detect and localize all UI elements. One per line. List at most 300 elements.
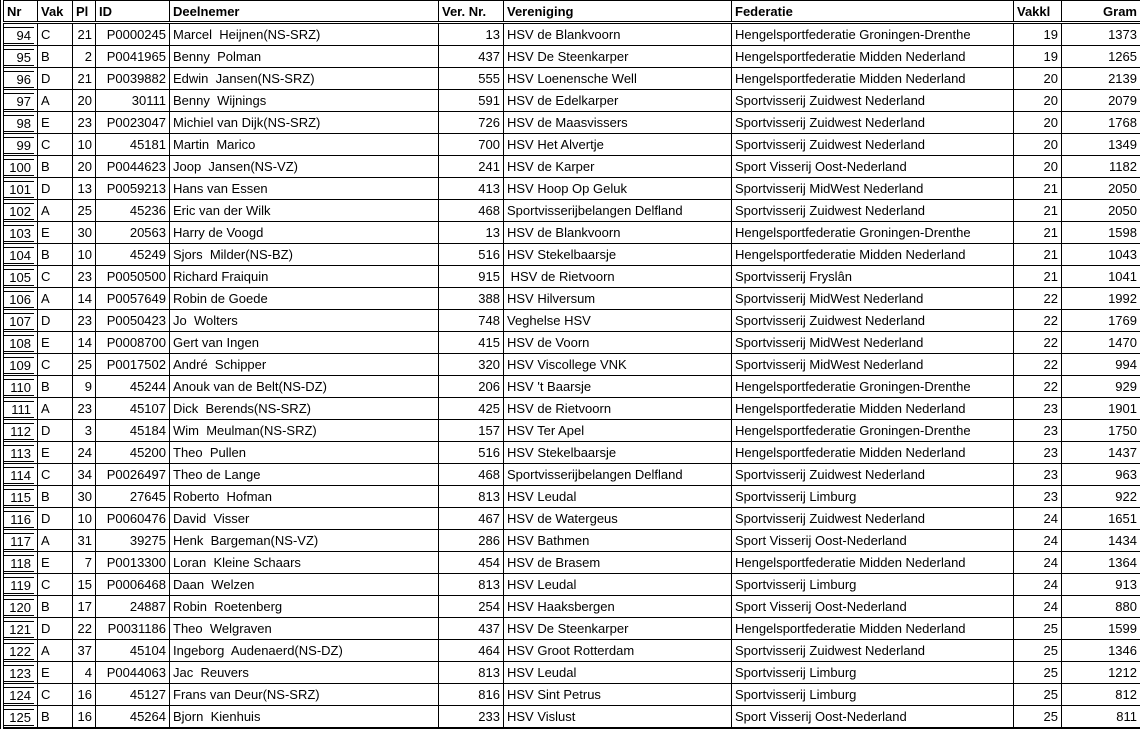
row-number-box: 116 — [4, 511, 34, 528]
cell-gram: 963 — [1062, 464, 1140, 486]
row-number-box: 94 — [4, 27, 34, 44]
cell-nr — [4, 552, 38, 574]
cell-vakkl: 24 — [1014, 574, 1062, 596]
cell-deelnemer: Sjors Milder(NS-BZ) — [170, 244, 439, 266]
cell-vereniging: Sportvisserijbelangen Delfland — [504, 200, 732, 222]
cell-gram: 1768 — [1062, 112, 1140, 134]
cell-federatie: Sport Visserij Oost-Nederland — [732, 706, 1014, 729]
row-number-box: 114 — [4, 467, 34, 484]
cell-ver-nr: 813 — [439, 662, 504, 684]
cell-vereniging: HSV de Karper — [504, 156, 732, 178]
cell-vereniging: HSV De Steenkarper — [504, 618, 732, 640]
row-number-box: 105 — [4, 269, 34, 286]
header-federatie: Federatie — [732, 1, 1014, 23]
cell-federatie: Sportvisserij MidWest Nederland — [732, 178, 1014, 200]
cell-vereniging: HSV Sint Petrus — [504, 684, 732, 706]
row-number-box: 117 — [4, 533, 34, 550]
cell-vakkl: 22 — [1014, 288, 1062, 310]
results-table-body — [4, 23, 1140, 729]
row-number-box: 103 — [4, 225, 34, 242]
cell-federatie: Hengelsportfederatie Groningen-Drenthe — [732, 23, 1014, 46]
cell-id: P0039882 — [96, 68, 170, 90]
cell-deelnemer: Theo Pullen — [170, 442, 439, 464]
cell-federatie: Sportvisserij Zuidwest Nederland — [732, 134, 1014, 156]
table-row — [4, 662, 1140, 684]
cell-vakkl: 20 — [1014, 134, 1062, 156]
cell-id: 45264 — [96, 706, 170, 729]
cell-id: 20563 — [96, 222, 170, 244]
cell-vak: B — [38, 706, 73, 729]
cell-deelnemer: Marcel Heijnen(NS-SRZ) — [170, 23, 439, 46]
cell-vereniging: HSV Vislust — [504, 706, 732, 729]
row-number-box: 107 — [4, 313, 34, 330]
header-id: ID — [96, 1, 170, 23]
cell-deelnemer: Wim Meulman(NS-SRZ) — [170, 420, 439, 442]
row-number-box: 125 — [4, 709, 34, 726]
row-number-box: 120 — [4, 599, 34, 616]
cell-nr — [4, 178, 38, 200]
cell-deelnemer: Robin de Goede — [170, 288, 439, 310]
cell-federatie: Hengelsportfederatie Midden Nederland — [732, 46, 1014, 68]
cell-federatie: Sportvisserij Limburg — [732, 662, 1014, 684]
cell-id: P0008700 — [96, 332, 170, 354]
cell-nr — [4, 684, 38, 706]
cell-pl: 30 — [73, 486, 96, 508]
cell-nr — [4, 266, 38, 288]
cell-ver-nr: 464 — [439, 640, 504, 662]
cell-vakkl: 21 — [1014, 266, 1062, 288]
cell-nr — [4, 530, 38, 552]
cell-nr — [4, 156, 38, 178]
header-vereniging: Vereniging — [504, 1, 732, 23]
cell-nr — [4, 90, 38, 112]
cell-gram: 2139 — [1062, 68, 1140, 90]
cell-gram: 1769 — [1062, 310, 1140, 332]
row-number-box: 118 — [4, 555, 34, 572]
table-row — [4, 706, 1140, 729]
cell-ver-nr: 468 — [439, 464, 504, 486]
table-row — [4, 552, 1140, 574]
row-number-box: 112 — [4, 423, 34, 440]
cell-vak: A — [38, 288, 73, 310]
cell-federatie: Hengelsportfederatie Midden Nederland — [732, 442, 1014, 464]
row-number-box: 100 — [4, 159, 34, 176]
cell-deelnemer: Michiel van Dijk(NS-SRZ) — [170, 112, 439, 134]
table-row — [4, 222, 1140, 244]
cell-federatie: Sportvisserij Zuidwest Nederland — [732, 464, 1014, 486]
cell-gram: 1212 — [1062, 662, 1140, 684]
cell-vakkl: 25 — [1014, 662, 1062, 684]
cell-nr — [4, 596, 38, 618]
cell-vak: C — [38, 266, 73, 288]
cell-vakkl: 24 — [1014, 552, 1062, 574]
cell-vak: C — [38, 134, 73, 156]
cell-id: 45104 — [96, 640, 170, 662]
cell-ver-nr: 254 — [439, 596, 504, 618]
cell-vak: D — [38, 508, 73, 530]
cell-nr — [4, 332, 38, 354]
row-number-box: 99 — [4, 137, 34, 154]
cell-deelnemer: Benny Wijnings — [170, 90, 439, 112]
cell-ver-nr: 13 — [439, 222, 504, 244]
cell-id: 24887 — [96, 596, 170, 618]
cell-vereniging: HSV Leudal — [504, 662, 732, 684]
results-table — [3, 0, 1140, 729]
table-row — [4, 68, 1140, 90]
cell-ver-nr: 454 — [439, 552, 504, 574]
cell-deelnemer: Robin Roetenberg — [170, 596, 439, 618]
cell-nr — [4, 464, 38, 486]
cell-federatie: Sportvisserij Zuidwest Nederland — [732, 90, 1014, 112]
cell-federatie: Sportvisserij MidWest Nederland — [732, 288, 1014, 310]
cell-vakkl: 23 — [1014, 420, 1062, 442]
cell-id: P0041965 — [96, 46, 170, 68]
cell-gram: 913 — [1062, 574, 1140, 596]
cell-vakkl: 19 — [1014, 46, 1062, 68]
cell-gram: 1901 — [1062, 398, 1140, 420]
cell-vakkl: 20 — [1014, 90, 1062, 112]
cell-ver-nr: 286 — [439, 530, 504, 552]
cell-deelnemer: Jo Wolters — [170, 310, 439, 332]
cell-pl: 34 — [73, 464, 96, 486]
cell-pl: 7 — [73, 552, 96, 574]
cell-vak: B — [38, 376, 73, 398]
cell-pl: 17 — [73, 596, 96, 618]
cell-nr — [4, 706, 38, 729]
cell-nr — [4, 618, 38, 640]
cell-vakkl: 24 — [1014, 596, 1062, 618]
cell-vereniging: HSV Ter Apel — [504, 420, 732, 442]
cell-pl: 24 — [73, 442, 96, 464]
table-row — [4, 310, 1140, 332]
cell-deelnemer: Hans van Essen — [170, 178, 439, 200]
header-vak: Vak — [38, 1, 73, 23]
cell-vak: C — [38, 354, 73, 376]
cell-gram: 811 — [1062, 706, 1140, 729]
cell-deelnemer: Loran Kleine Schaars — [170, 552, 439, 574]
cell-id: P0050423 — [96, 310, 170, 332]
row-number-box: 101 — [4, 181, 34, 198]
cell-pl: 2 — [73, 46, 96, 68]
row-number-box: 96 — [4, 71, 34, 88]
cell-federatie: Hengelsportfederatie Midden Nederland — [732, 618, 1014, 640]
cell-vereniging: HSV de Rietvoorn — [504, 398, 732, 420]
cell-deelnemer: Bjorn Kienhuis — [170, 706, 439, 729]
cell-gram: 1182 — [1062, 156, 1140, 178]
row-number-box: 111 — [4, 401, 34, 418]
cell-federatie: Hengelsportfederatie Groningen-Drenthe — [732, 222, 1014, 244]
cell-vak: C — [38, 464, 73, 486]
row-number-box: 104 — [4, 247, 34, 264]
cell-federatie: Sportvisserij MidWest Nederland — [732, 332, 1014, 354]
cell-pl: 16 — [73, 684, 96, 706]
cell-nr — [4, 288, 38, 310]
row-number-box: 113 — [4, 445, 34, 462]
cell-vakkl: 24 — [1014, 530, 1062, 552]
row-number-box: 122 — [4, 643, 34, 660]
table-row — [4, 354, 1140, 376]
row-number-box: 98 — [4, 115, 34, 132]
cell-pl: 21 — [73, 23, 96, 46]
cell-ver-nr: 468 — [439, 200, 504, 222]
cell-nr — [4, 112, 38, 134]
cell-gram: 1434 — [1062, 530, 1140, 552]
cell-deelnemer: Dick Berends(NS-SRZ) — [170, 398, 439, 420]
cell-vak: D — [38, 618, 73, 640]
cell-nr — [4, 200, 38, 222]
cell-id: P0057649 — [96, 288, 170, 310]
cell-vakkl: 20 — [1014, 68, 1062, 90]
cell-vak: A — [38, 398, 73, 420]
cell-ver-nr: 726 — [439, 112, 504, 134]
cell-id: P0006468 — [96, 574, 170, 596]
cell-id: 45127 — [96, 684, 170, 706]
cell-pl: 10 — [73, 244, 96, 266]
table-row — [4, 112, 1140, 134]
table-row — [4, 640, 1140, 662]
cell-id: P0044063 — [96, 662, 170, 684]
table-row — [4, 398, 1140, 420]
cell-ver-nr: 157 — [439, 420, 504, 442]
cell-vereniging: Sportvisserijbelangen Delfland — [504, 464, 732, 486]
table-row — [4, 596, 1140, 618]
cell-pl: 4 — [73, 662, 96, 684]
cell-federatie: Sportvisserij Limburg — [732, 574, 1014, 596]
cell-nr — [4, 442, 38, 464]
table-row — [4, 684, 1140, 706]
table-row — [4, 90, 1140, 112]
cell-id: P0017502 — [96, 354, 170, 376]
cell-id: P0059213 — [96, 178, 170, 200]
cell-ver-nr: 516 — [439, 442, 504, 464]
cell-ver-nr: 320 — [439, 354, 504, 376]
cell-vak: D — [38, 68, 73, 90]
cell-gram: 1992 — [1062, 288, 1140, 310]
row-number-box: 108 — [4, 335, 34, 352]
table-row — [4, 288, 1140, 310]
cell-gram: 1598 — [1062, 222, 1140, 244]
cell-vak: C — [38, 23, 73, 46]
cell-id: 45184 — [96, 420, 170, 442]
cell-vakkl: 23 — [1014, 464, 1062, 486]
cell-federatie: Hengelsportfederatie Groningen-Drenthe — [732, 376, 1014, 398]
table-row — [4, 134, 1140, 156]
row-number-box: 115 — [4, 489, 34, 506]
cell-pl: 23 — [73, 310, 96, 332]
cell-vereniging: HSV 't Baarsje — [504, 376, 732, 398]
cell-ver-nr: 425 — [439, 398, 504, 420]
cell-vereniging: HSV Stekelbaarsje — [504, 244, 732, 266]
cell-id: P0026497 — [96, 464, 170, 486]
cell-gram: 2050 — [1062, 200, 1140, 222]
cell-gram: 1437 — [1062, 442, 1140, 464]
cell-federatie: Sport Visserij Oost-Nederland — [732, 596, 1014, 618]
cell-gram: 1651 — [1062, 508, 1140, 530]
cell-vakkl: 25 — [1014, 706, 1062, 729]
cell-vakkl: 22 — [1014, 310, 1062, 332]
cell-pl: 20 — [73, 156, 96, 178]
cell-vak: E — [38, 112, 73, 134]
cell-pl: 14 — [73, 332, 96, 354]
cell-vak: E — [38, 552, 73, 574]
table-row — [4, 420, 1140, 442]
cell-gram: 929 — [1062, 376, 1140, 398]
cell-deelnemer: Gert van Ingen — [170, 332, 439, 354]
cell-vakkl: 22 — [1014, 354, 1062, 376]
cell-federatie: Sportvisserij Zuidwest Nederland — [732, 508, 1014, 530]
cell-vereniging: Veghelse HSV — [504, 310, 732, 332]
cell-vereniging: HSV Haaksbergen — [504, 596, 732, 618]
cell-deelnemer: Frans van Deur(NS-SRZ) — [170, 684, 439, 706]
cell-vak: E — [38, 442, 73, 464]
cell-nr — [4, 46, 38, 68]
cell-vereniging: HSV Bathmen — [504, 530, 732, 552]
cell-id: 45107 — [96, 398, 170, 420]
cell-vakkl: 24 — [1014, 508, 1062, 530]
table-row — [4, 266, 1140, 288]
row-number-box: 110 — [4, 379, 34, 396]
cell-gram: 1599 — [1062, 618, 1140, 640]
cell-deelnemer: Anouk van de Belt(NS-DZ) — [170, 376, 439, 398]
cell-pl: 16 — [73, 706, 96, 729]
table-row — [4, 376, 1140, 398]
cell-gram: 1043 — [1062, 244, 1140, 266]
cell-deelnemer: David Visser — [170, 508, 439, 530]
cell-id: 45181 — [96, 134, 170, 156]
row-number-box: 121 — [4, 621, 34, 638]
cell-pl: 23 — [73, 266, 96, 288]
cell-vak: A — [38, 640, 73, 662]
cell-nr — [4, 508, 38, 530]
cell-vereniging: HSV de Watergeus — [504, 508, 732, 530]
cell-nr — [4, 662, 38, 684]
cell-ver-nr: 516 — [439, 244, 504, 266]
cell-vakkl: 21 — [1014, 222, 1062, 244]
cell-vakkl: 22 — [1014, 332, 1062, 354]
cell-ver-nr: 700 — [439, 134, 504, 156]
cell-id: 30111 — [96, 90, 170, 112]
cell-ver-nr: 591 — [439, 90, 504, 112]
cell-vakkl: 21 — [1014, 244, 1062, 266]
cell-ver-nr: 915 — [439, 266, 504, 288]
cell-gram: 2079 — [1062, 90, 1140, 112]
cell-deelnemer: Ingeborg Audenaerd(NS-DZ) — [170, 640, 439, 662]
cell-vakkl: 20 — [1014, 156, 1062, 178]
cell-federatie: Hengelsportfederatie Groningen-Drenthe — [732, 420, 1014, 442]
cell-federatie: Sport Visserij Oost-Nederland — [732, 156, 1014, 178]
table-header — [4, 1, 1140, 23]
cell-vereniging: HSV Loenensche Well — [504, 68, 732, 90]
cell-deelnemer: Richard Fraiquin — [170, 266, 439, 288]
cell-federatie: Sportvisserij Zuidwest Nederland — [732, 112, 1014, 134]
cell-vereniging: HSV Hilversum — [504, 288, 732, 310]
cell-nr — [4, 244, 38, 266]
cell-gram: 812 — [1062, 684, 1140, 706]
cell-vereniging: HSV Het Alvertje — [504, 134, 732, 156]
cell-vakkl: 25 — [1014, 618, 1062, 640]
cell-id: 45249 — [96, 244, 170, 266]
cell-vereniging: HSV de Edelkarper — [504, 90, 732, 112]
cell-ver-nr: 206 — [439, 376, 504, 398]
cell-vak: E — [38, 222, 73, 244]
cell-ver-nr: 467 — [439, 508, 504, 530]
cell-vak: A — [38, 530, 73, 552]
cell-gram: 994 — [1062, 354, 1140, 376]
header-ver-nr: Ver. Nr. — [439, 1, 504, 23]
header-nr: Nr — [4, 1, 38, 23]
cell-nr — [4, 376, 38, 398]
cell-vak: D — [38, 178, 73, 200]
cell-federatie: Hengelsportfederatie Midden Nederland — [732, 552, 1014, 574]
cell-federatie: Sport Visserij Oost-Nederland — [732, 530, 1014, 552]
cell-nr — [4, 398, 38, 420]
header-gram: Gram — [1062, 1, 1140, 23]
cell-id: P0031186 — [96, 618, 170, 640]
cell-gram: 2050 — [1062, 178, 1140, 200]
cell-ver-nr: 233 — [439, 706, 504, 729]
table-row — [4, 530, 1140, 552]
row-number-box: 124 — [4, 687, 34, 704]
cell-id: 39275 — [96, 530, 170, 552]
cell-id: P0044623 — [96, 156, 170, 178]
cell-vakkl: 20 — [1014, 112, 1062, 134]
cell-nr — [4, 23, 38, 46]
cell-deelnemer: Edwin Jansen(NS-SRZ) — [170, 68, 439, 90]
cell-vak: E — [38, 662, 73, 684]
cell-gram: 1373 — [1062, 23, 1140, 46]
row-number-box: 123 — [4, 665, 34, 682]
table-row — [4, 574, 1140, 596]
cell-ver-nr: 388 — [439, 288, 504, 310]
cell-vakkl: 22 — [1014, 376, 1062, 398]
cell-pl: 13 — [73, 178, 96, 200]
header-deelnemer: Deelnemer — [170, 1, 439, 23]
cell-deelnemer: Roberto Hofman — [170, 486, 439, 508]
cell-vak: B — [38, 244, 73, 266]
cell-vak: B — [38, 596, 73, 618]
cell-vak: E — [38, 332, 73, 354]
cell-nr — [4, 222, 38, 244]
cell-vak: D — [38, 420, 73, 442]
cell-vereniging: HSV Leudal — [504, 574, 732, 596]
cell-ver-nr: 241 — [439, 156, 504, 178]
table-row — [4, 464, 1140, 486]
cell-id: P0023047 — [96, 112, 170, 134]
cell-vereniging: HSV de Blankvoorn — [504, 23, 732, 46]
cell-vakkl: 25 — [1014, 684, 1062, 706]
row-number-box: 97 — [4, 93, 34, 110]
cell-vereniging: HSV Leudal — [504, 486, 732, 508]
table-row — [4, 200, 1140, 222]
cell-deelnemer: Jac Reuvers — [170, 662, 439, 684]
cell-gram: 1346 — [1062, 640, 1140, 662]
cell-deelnemer: André Schipper — [170, 354, 439, 376]
cell-vak: A — [38, 90, 73, 112]
cell-federatie: Sportvisserij Limburg — [732, 486, 1014, 508]
cell-vak: B — [38, 156, 73, 178]
cell-federatie: Sportvisserij Zuidwest Nederland — [732, 310, 1014, 332]
cell-vereniging: HSV De Steenkarper — [504, 46, 732, 68]
cell-federatie: Hengelsportfederatie Midden Nederland — [732, 244, 1014, 266]
cell-id: 27645 — [96, 486, 170, 508]
header-pl: Pl — [73, 1, 96, 23]
cell-gram: 1364 — [1062, 552, 1140, 574]
cell-deelnemer: Joop Jansen(NS-VZ) — [170, 156, 439, 178]
cell-pl: 23 — [73, 398, 96, 420]
row-number-box: 102 — [4, 203, 34, 220]
cell-vak: C — [38, 574, 73, 596]
cell-pl: 20 — [73, 90, 96, 112]
